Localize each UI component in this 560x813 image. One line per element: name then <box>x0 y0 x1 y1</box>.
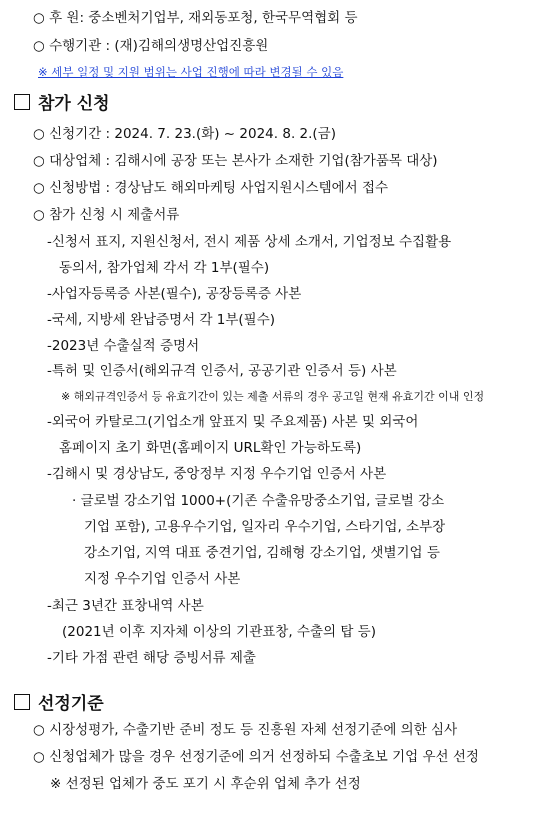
doc-subitem: 강소기업, 지역 대표 중견기업, 김해형 강소기업, 샛별기업 등 <box>84 545 440 561</box>
doc-note: (2021년 이후 지자체 이상의 기관표창, 수출의 탑 등) <box>62 624 376 640</box>
selection-criterion: ○ 신청업체가 많을 경우 선정기준에 의거 선정하되 수출초보 기업 우선 선정 <box>33 749 479 765</box>
doc-item: -사업자등록증 사본(필수), 공장등록증 사본 <box>47 286 302 302</box>
section-title-text: 참가 신청 <box>38 94 110 114</box>
exec-org-line: ○ 수행기관 : (재)김해의생명산업진흥원 <box>33 38 269 54</box>
section-application-title <box>14 92 110 116</box>
doc-subitem: · 글로벌 강소기업 1000+(기존 수출유망중소기업, 글로벌 강소 <box>72 493 445 509</box>
section-selection-title <box>14 692 104 716</box>
docs-title: ○ 참가 신청 시 제출서류 <box>33 207 180 223</box>
application-method: ○ 신청방법 : 경상남도 해외마케팅 사업지원시스템에서 접수 <box>33 180 389 196</box>
doc-item: 홈페이지 초기 화면(홈페이지 URL확인 가능하도록) <box>59 440 362 456</box>
doc-item: -신청서 표지, 지원신청서, 전시 제품 상세 소개서, 기업정보 수집활용 <box>47 234 452 250</box>
doc-item: -김해시 및 경상남도, 중앙정부 지정 우수기업 인증서 사본 <box>47 466 387 482</box>
doc-item: -국세, 지방세 완납증명서 각 1부(필수) <box>47 312 276 328</box>
doc-subitem: 지정 우수기업 인증서 사본 <box>84 571 241 587</box>
doc-item: -최근 3년간 표창내역 사본 <box>47 598 204 614</box>
doc-item: -특허 및 인증서(해외규격 인증서, 공공기관 인증서 등) 사본 <box>47 363 397 379</box>
section-title-text: 선정기준 <box>38 694 104 714</box>
doc-item: 동의서, 참가업체 각서 각 1부(필수) <box>59 260 270 276</box>
schedule-note: ※ 세부 일정 및 지원 범위는 사업 진행에 따라 변경될 수 있음 <box>38 65 344 79</box>
doc-item: -외국어 카탈로그(기업소개 앞표지 및 주요제품) 사본 및 외국어 <box>47 414 419 430</box>
doc-item: -기타 가점 관련 해당 증빙서류 제출 <box>47 650 256 666</box>
selection-criterion: ○ 시장성평가, 수출기반 준비 정도 등 진흥원 자체 선정기준에 의한 심사 <box>33 722 458 738</box>
doc-item: -2023년 수출실적 증명서 <box>47 338 200 354</box>
application-target: ○ 대상업체 : 김해시에 공장 또는 본사가 소재한 기업(참가품목 대상) <box>33 153 438 169</box>
selection-note: ※ 선정된 업체가 중도 포기 시 후순위 업체 추가 선정 <box>50 776 361 792</box>
section-box-icon <box>14 94 30 110</box>
doc-note: ※ 해외규격인증서 등 유효기간이 있는 제출 서류의 경우 공고일 현재 유효기간 이내 인정 <box>61 390 485 403</box>
application-period: ○ 신청기간 : 2024. 7. 23.(화) ~ 2024. 8. 2.(금) <box>33 126 336 142</box>
section-box-icon <box>14 694 30 710</box>
doc-subitem: 기업 포함), 고용우수기업, 일자리 우수기업, 스타기업, 소부장 <box>84 519 446 535</box>
support-org-line: ○ 후 원: 중소벤처기업부, 재외동포청, 한국무역협회 등 <box>33 10 358 26</box>
